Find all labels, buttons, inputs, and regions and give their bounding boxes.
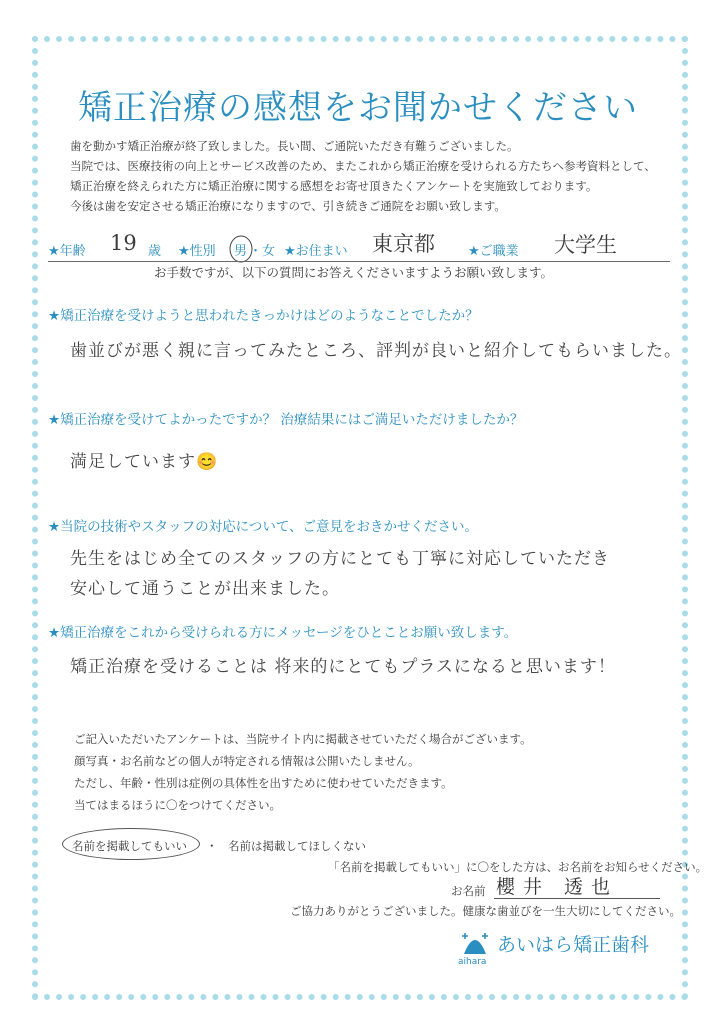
residence-label: ★お住まい xyxy=(284,244,348,259)
sex-label: ★性別 xyxy=(178,244,216,259)
sex-circle-mark xyxy=(228,234,254,264)
footer-line: 当てはまるほうに〇をつけてください。 xyxy=(74,798,281,812)
profile-row xyxy=(48,231,678,262)
question-2: ★矯正治療を受けてよかったですか？ 治療結果にはご満足いただけましたか？ xyxy=(48,412,524,428)
intro-line: 歯を動かす矯正治療が終了致しました。長い間、ご通院いただき有難うございました。 xyxy=(70,139,519,153)
thanks-message: ご協力ありがとうございました。健康な歯並びを一生大切にしてください。 xyxy=(290,904,681,918)
sex-female[interactable]: 女 xyxy=(262,244,276,259)
age-unit: 歳 xyxy=(148,244,162,259)
job-label: ★ご職業 xyxy=(468,244,519,259)
footer-line: ご記入いただいたアンケートは、当院サイト内に掲載させていただく場合がございます。 xyxy=(74,732,532,746)
residence-value[interactable]: 東京都 xyxy=(372,232,435,256)
name-label: お名前 xyxy=(451,884,486,898)
question-1: ★矯正治療を受けようと思われたきっかけはどのようなことでしたか？ xyxy=(48,308,479,324)
age-value[interactable]: 19 xyxy=(110,231,137,255)
footer-line: 顔写真・お名前などの個人が特定される情報は公開いたしません。 xyxy=(74,754,420,768)
answer-3-line-2[interactable]: 安心して通うことが出来ました。 xyxy=(70,579,340,599)
intro-line: 当院では、医療技術の向上とサービス改善のため、またこれから矯正治療を受けられる方たちへ参考資料として、 xyxy=(70,159,656,173)
clinic-logo-text: aihara xyxy=(458,957,487,967)
intro-line: 今後は歯を安定させる矯正治療になりますので、引き続きご通院をお願い致します。 xyxy=(70,199,506,213)
clinic-name: あいはら矯正歯科 xyxy=(497,934,650,956)
question-3: ★当院の技術やスタッフの対応について、ご意見をおきかせください。 xyxy=(48,519,479,535)
answer-1[interactable]: 歯並びが悪く親に言ってみたところ、評判が良いと紹介してもらいました。 xyxy=(70,341,682,361)
name-underline xyxy=(494,898,660,899)
sex-male[interactable]: 男 xyxy=(234,244,248,259)
intro-text xyxy=(70,136,670,216)
intro-line: 矯正治療を終えられた方に矯正治療に関する感想をお寄せ頂きたくアンケートを実施致しております。 xyxy=(70,179,598,193)
question-4: ★矯正治療をこれから受けられる方にメッセージをひとことお願い致します。 xyxy=(48,625,518,641)
consent-option-no[interactable]: 名前は掲載してほしくない xyxy=(228,839,366,853)
answer-2[interactable]: 満足しています😊 xyxy=(70,452,219,472)
answer-4[interactable]: 矯正治療を受けることは 将来的にとてもプラスになると思います！ xyxy=(70,657,616,677)
name-note: 「名前を掲載してもいい」に〇をした方は、お名前をお知らせください。 xyxy=(328,860,708,874)
age-label: ★年齢 xyxy=(48,244,86,259)
footer-line: ただし、年齢・性別は症例の具体性を出すために使わせていただきます。 xyxy=(74,776,453,790)
job-value[interactable]: 大学生 xyxy=(554,233,617,257)
profile-underline xyxy=(48,261,670,262)
page-title: 矯正治療の感想をお聞かせください xyxy=(78,88,638,128)
name-value[interactable]: 櫻井 透也 xyxy=(496,876,619,898)
request-note: お手数ですが、以下の質問にお答えくださいますようお願い致します。 xyxy=(154,265,554,280)
sex-separator: ・ xyxy=(249,244,263,259)
consent-separator: ・ xyxy=(206,839,218,853)
consent-option-yes[interactable]: 名前を掲載してもいい xyxy=(72,839,187,853)
footer-notes xyxy=(74,728,532,816)
answer-3-line-1[interactable]: 先生をはじめ全てのスタッフの方にとても丁寧に対応していただき xyxy=(70,549,610,569)
